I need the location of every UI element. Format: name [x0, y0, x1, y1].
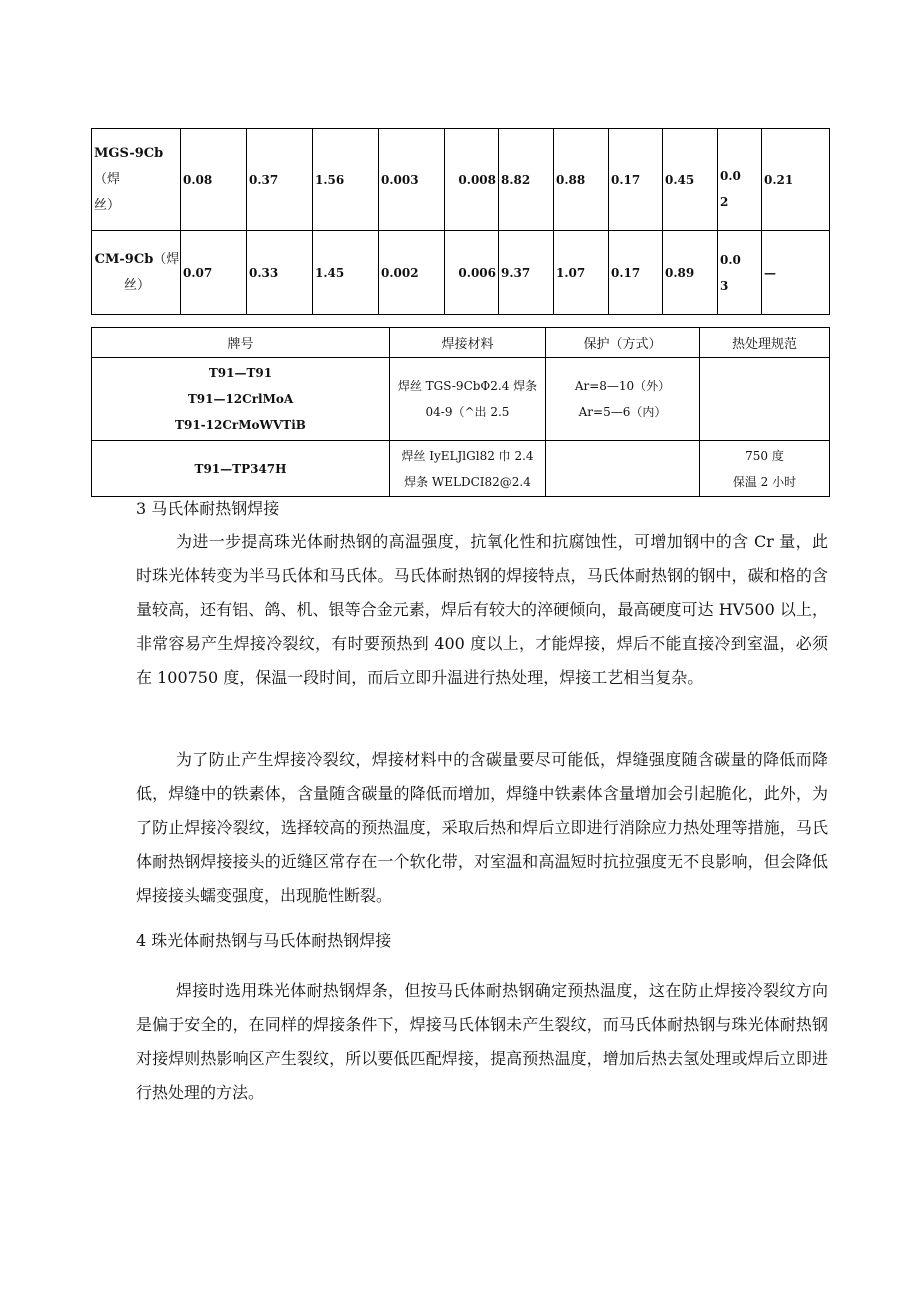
value-cell: 0.45 — [663, 129, 718, 231]
value-cell: 0.008 — [445, 129, 499, 231]
paragraph: 为进一步提高珠光体耐热钢的高温强度，抗氧化性和抗腐蚀性，可增加钢中的含 Cr 量，此时珠光体转变为半马氏体和马氏体。马氏体耐热钢的焊接特点，马氏体耐热钢的钢中，碳和格的含量较高，还有铝、鸽、机、银等合金元素，焊后有较大的淬硬倾向，最高硬度可达 HV500 以上，非常容易产生焊接冷裂纹，有时要预热到 400 度以上，才能焊接，焊后不能直接冷到室温，必须在 100750 度，保温一段时间，而后立即升温进行热处理，焊接工艺相当复杂。 — [136, 532, 828, 687]
value-cell: 0.37 — [247, 129, 313, 231]
brand-cell: MGS-9Cb（焊 丝） — [92, 129, 181, 231]
protection-cell — [546, 441, 700, 497]
header-grade: 牌号 — [92, 328, 390, 358]
value-cell: 0.08 — [181, 129, 247, 231]
value-cell: 0.003 — [379, 129, 445, 231]
header-heat-treatment: 热处理规范 — [700, 328, 830, 358]
value-cell: 0.07 — [181, 231, 247, 315]
value-cell: 0.17 — [609, 129, 663, 231]
section-heading: 3 马氏体耐热钢焊接 — [136, 499, 280, 518]
table-row — [92, 441, 830, 497]
value-cell: 0.89 — [663, 231, 718, 315]
heat-treatment-cell — [700, 358, 830, 441]
split-value-cell: 0.0 2 — [718, 129, 762, 231]
value-cell: 9.37 — [499, 231, 554, 315]
header-protection: 保护（方式） — [546, 328, 700, 358]
composition-table — [91, 128, 830, 315]
table-row — [92, 358, 830, 441]
value-cell: 0.002 — [379, 231, 445, 315]
value-cell: 8.82 — [499, 129, 554, 231]
header-material: 焊接材料 — [390, 328, 546, 358]
value-cell: 0.88 — [554, 129, 609, 231]
value-cell: 1.07 — [554, 231, 609, 315]
table-row — [92, 129, 830, 231]
split-value-cell: 0.0 3 — [718, 231, 762, 315]
material-cell: 焊丝 TGS-9CbΦ2.4 焊条 04-9（^出 2.5 — [390, 358, 546, 441]
paragraph: 焊接时选用珠光体耐热钢焊条，但按马氏体耐热钢确定预热温度，这在防止焊接冷裂纹方向是偏于安全的，在同样的焊接条件下，焊接马氏体钢未产生裂纹，而马氏体耐热钢与珠光体耐热钢对接焊则热影响区产生裂纹，所以要低匹配焊接，提高预热温度，增加后热去氢处理或焊后立即进行热处理的方法。 — [136, 981, 828, 1102]
heat-treatment-cell: 750 度 保温 2 小时 — [700, 441, 830, 497]
paragraph: 为了防止产生焊接冷裂纹，焊接材料中的含碳量要尽可能低，焊缝强度随含碳量的降低而降低，焊缝中的铁素体，含量随含碳量的降低而增加，焊缝中铁素体含量增加会引起脆化，此外，为了防止焊接冷裂纹，选择较高的预热温度，采取后热和焊后立即进行消除应力热处理等措施，马氏体耐热钢焊接接头的近缝区常存在一个软化带，对室温和高温短时抗拉强度无不良影响，但会降低焊接接头蠕变强度，出现脆性断裂。 — [136, 750, 828, 905]
value-cell: 0.21 — [762, 129, 830, 231]
grade-cell: T91—T91 T91—12CrlMoA T91-12CrMoWVTiB — [92, 358, 390, 441]
brand-cell: CM-9Cb（焊 丝） — [92, 231, 181, 315]
welding-procedure-table — [91, 327, 830, 497]
value-cell: — — [762, 231, 830, 315]
value-cell: 1.45 — [313, 231, 379, 315]
value-cell: 0.006 — [445, 231, 499, 315]
section-heading: 4 珠光体耐热钢与马氏体耐热钢焊接 — [136, 931, 392, 950]
value-cell: 0.33 — [247, 231, 313, 315]
material-cell: 焊丝 IyELJlGl82 巾 2.4 焊条 WELDCI82@2.4 — [390, 441, 546, 497]
value-cell: 1.56 — [313, 129, 379, 231]
table-row — [92, 231, 830, 315]
value-cell: 0.17 — [609, 231, 663, 315]
table-header-row — [92, 328, 830, 358]
grade-cell: T91—TP347H — [92, 441, 390, 497]
protection-cell: Ar=8—10（外） Ar=5—6（内） — [546, 358, 700, 441]
